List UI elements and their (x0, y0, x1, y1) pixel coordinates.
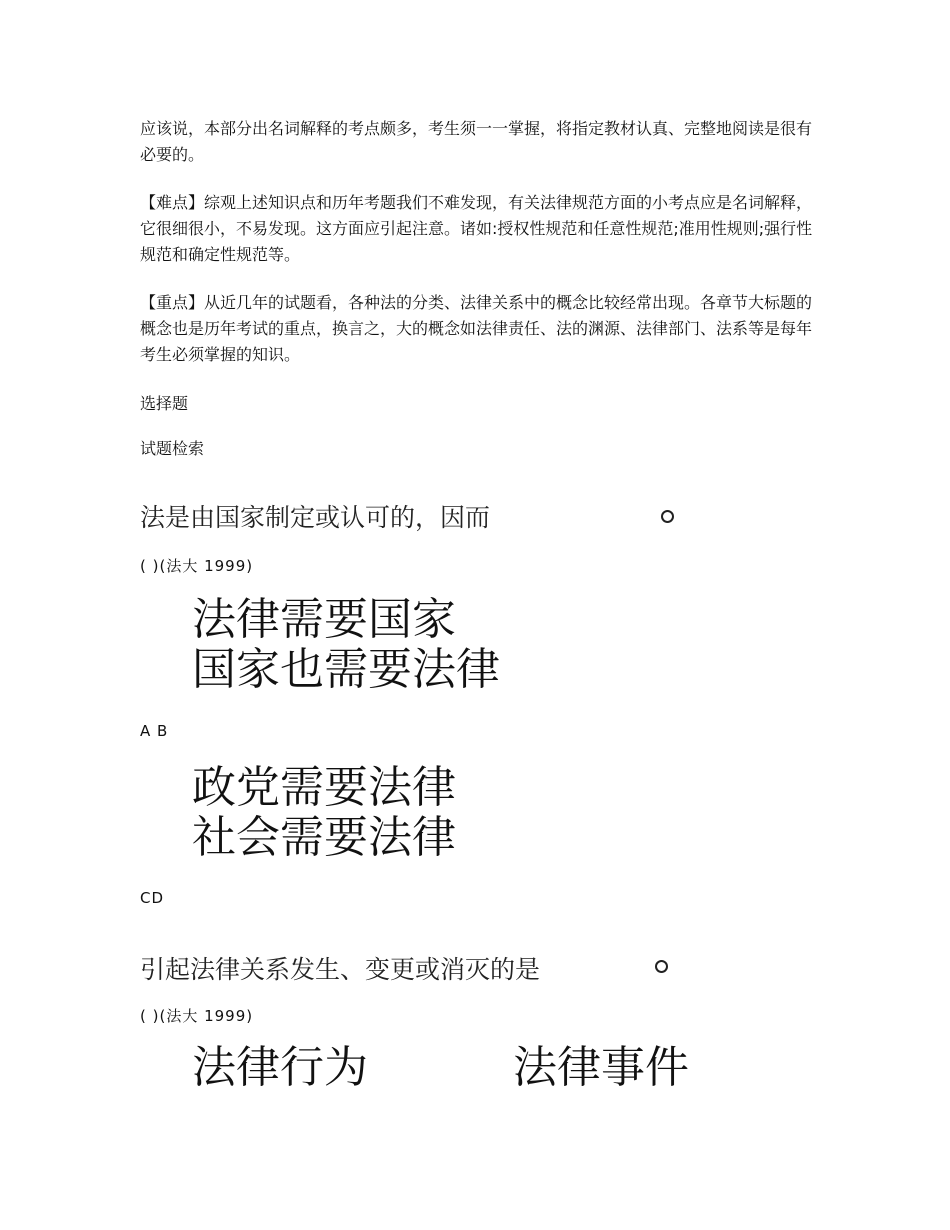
question-1-option-d: 社会需要法律 (192, 812, 456, 863)
question-1-option-c: 政党需要法律 (192, 762, 456, 813)
question-1-option-b: 国家也需要法律 (192, 644, 500, 695)
option-labels-cd: CD (140, 889, 165, 907)
difficulty-paragraph: 【难点】综观上述知识点和历年考题我们不难发现，有关法律规范方面的小考点应是名词解释，它很细很小，不易发现。这方面应引起注意。诸如:授权性规范和任意性规范;准用性规则;强行性规范和确定性规范等。 (140, 193, 813, 264)
blank-circle-icon (661, 510, 674, 523)
section-search-heading: 试题检索 (140, 439, 205, 458)
blank-circle-icon (655, 960, 668, 973)
question-2-option-b: 法律事件 (513, 1042, 689, 1093)
question-2-option-a: 法律行为 (192, 1042, 368, 1093)
key-points-paragraph: 【重点】从近几年的试题看，各种法的分类、法律关系中的概念比较经常出现。各章节大标题的概念也是历年考试的重点，换言之，大的概念如法律责任、法的渊源、法律部门、法系等是每年考生必须掌握的知识。 (140, 293, 813, 364)
option-labels-ab: A B (140, 722, 169, 740)
question-1-option-a: 法律需要国家 (192, 594, 456, 645)
question-2-source: ( )(法大 1999) (140, 1007, 254, 1025)
section-choice-heading: 选择题 (140, 394, 189, 413)
question-1-stem: 法是由国家制定或认可的，因而 (140, 503, 491, 532)
intro-paragraph: 应该说，本部分出名词解释的考点颇多，考生须一一掌握，将指定教材认真、完整地阅读是很有必要的。 (140, 119, 813, 164)
question-2-stem: 引起法律关系发生、变更或消灭的是 (140, 955, 541, 984)
question-1-source: ( )(法大 1999) (140, 557, 254, 575)
